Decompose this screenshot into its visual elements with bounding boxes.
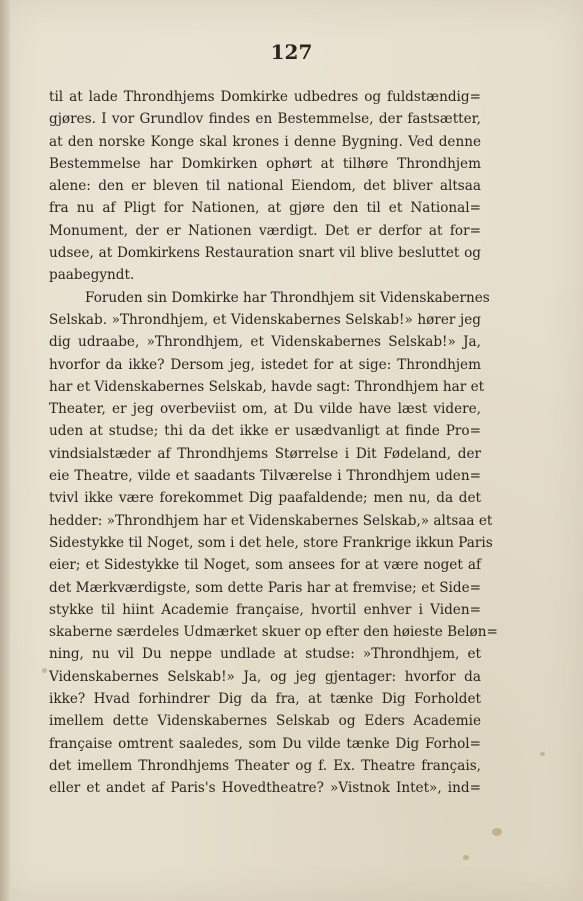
foxing-spot: [492, 828, 502, 836]
text-line-19: tvivl ikke være forekommet Dig paafaldende; men nu, da det: [49, 490, 481, 507]
text-line-23: det Mærkværdigste, som dette Paris har at fremvise; et Side=: [49, 579, 481, 596]
text-line-5: alene: den er bleven til national Eiendom, det bliver altsaa: [49, 178, 481, 195]
text-line-30: française omtrent saaledes, som Du vilde tænke Dig Forhol=: [49, 735, 481, 752]
text-line-13: hvorfor da ikke? Dersom jeg, istedet for at sige: Throndhjem: [49, 356, 481, 373]
text-line-14: har et Videnskabernes Selskab, havde sagt: Throndhjem har et: [49, 378, 485, 395]
text-line-26: ning, nu vil Du neppe undlade at studse: »Throndhjem, et: [49, 646, 481, 663]
foxing-spot: [463, 855, 469, 860]
page-gutter-shadow: [0, 0, 10, 901]
text-line-27: Videnskabernes Selskab!» Ja, og jeg gjentager: hvorfor da: [49, 668, 481, 685]
text-line-22: eier; et Sidestykke til Noget, som ansees for at være noget af: [49, 557, 481, 574]
text-line-1: til at lade Throndhjems Domkirke udbedres og fuldstændig=: [49, 89, 481, 105]
body-text: [49, 86, 498, 800]
text-line-32: eller et andet af Paris's Hovedtheatre? »Vistnok Intet», ind=: [49, 780, 481, 797]
text-line-20: hedder: »Throndhjem har et Videnskabernes Selskab,» altsaa et: [49, 512, 493, 529]
text-line-12: dig udraabe, »Throndhjem, et Videnskabernes Selskab!» Ja,: [49, 334, 481, 351]
text-line-29: imellem dette Videnskabernes Selskab og Eders Academie: [49, 713, 481, 730]
text-line-18: eie Theatre, vilde et saadants Tilværelse i Throndhjem uden=: [49, 468, 481, 485]
text-line-28: ikke? Hvad forhindrer Dig da fra, at tænke Dig Forholdet: [49, 691, 481, 708]
text-line-25: skaberne særdeles Udmærket skuer op efter den høieste Beløn=: [49, 624, 498, 641]
text-line-17: vindsialstæder af Throndhjems Størrelse i Dit Fødeland, der: [49, 445, 481, 462]
text-line-4: Bestemmelse har Domkirken ophørt at tilhøre Throndhjem: [49, 155, 481, 172]
foxing-spot: [540, 752, 545, 756]
text-line-6: fra nu af Pligt for Nationen, at gjøre den til et National=: [49, 200, 481, 217]
text-line-8: udsee, at Domkirkens Restauration snart vil blive besluttet og: [49, 245, 481, 262]
foxing-spot: [42, 668, 47, 673]
text-line-15: Theater, er jeg overbeviist om, at Du vilde have læst videre,: [49, 401, 481, 418]
text-line-2: gjøres. I vor Grundlov findes en Bestemmelse, der fastsætter,: [49, 111, 481, 128]
text-line-16: uden at studse; thi da det ikke er usædvanligt at finde Pro=: [49, 423, 481, 440]
text-line-31: det imellem Throndhjems Theater og f. Ex. Theatre français,: [49, 757, 481, 774]
page-number: 127: [270, 40, 313, 64]
text-line-11: Selskab. »Throndhjem, et Videnskabernes Selskab!» hører jeg: [49, 311, 481, 328]
text-line-9: paabegyndt.: [49, 267, 135, 284]
text-line-3: at den norske Konge skal krones i denne Bygning. Ved denne: [49, 133, 481, 150]
text-line-21: Sidestykke til Noget, som i det hele, store Frankrige ikkun Paris: [49, 534, 493, 551]
text-line-24: stykke til hiint Academie française, hvortil enhver i Viden=: [49, 601, 481, 618]
text-line-10: Foruden sin Domkirke har Throndhjem sit Videnskabernes: [85, 289, 490, 306]
text-line-7: Monument, der er Nationen værdigt. Det er derfor at for=: [49, 222, 481, 239]
